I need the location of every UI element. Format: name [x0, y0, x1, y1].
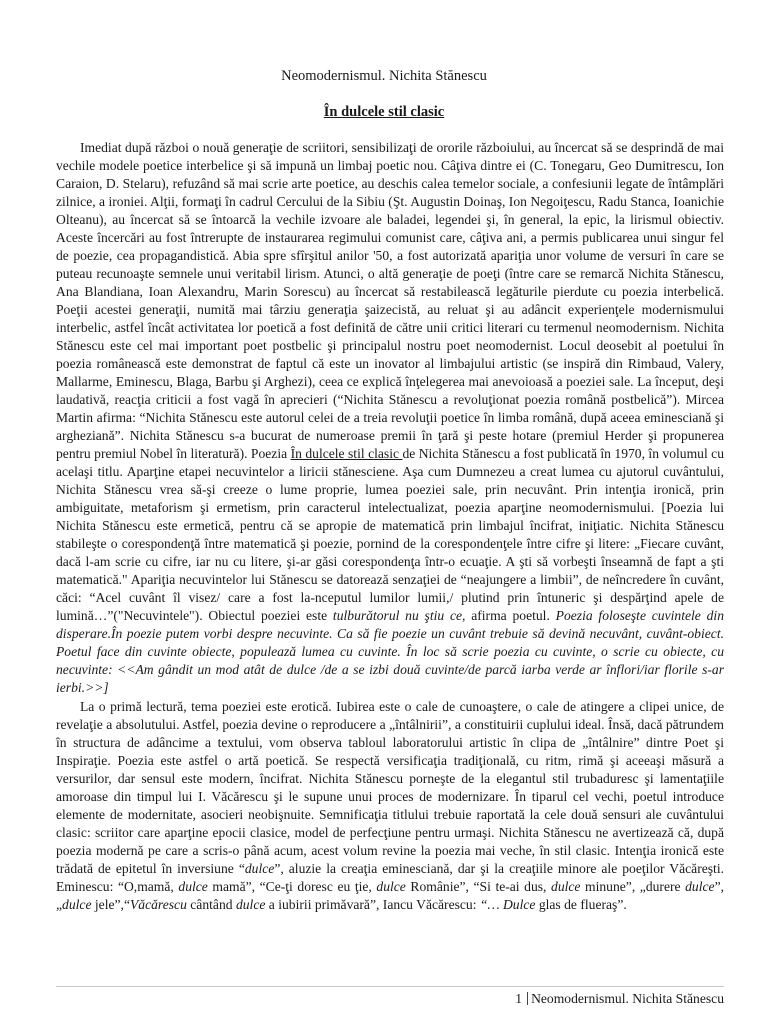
text-run: jele”,“ — [91, 897, 130, 912]
page-number: 1 — [515, 991, 523, 1006]
text-run: ”, „ — [56, 879, 725, 912]
italic-word: dulce — [551, 879, 581, 894]
italic-word: Văcărescu — [130, 897, 187, 912]
text-run: a iubirii primăvară”, Iancu Văcărescu: — [265, 897, 480, 912]
italic-quote: tulburătorul nu ştiu ce, — [332, 608, 466, 623]
document-body — [56, 139, 724, 914]
text-run: afirma poetul. — [465, 608, 556, 623]
text-run: Imediat după război o nouă generaţie de scriitori, sensibilizaţi de ororile războiului, au încercat să se desprindă de mai vechile modele poetice interbelice şi să impună un limbaj poetic nou. Câţiva dintre ei (C. Tonegaru, Geo Dumitrescu, Ion Caraion, D. Stelaru), refuzând să mai scrie arte poetice, au deschis calea temelor sociale, a confesiunii legate de întâmplări zilnice, a ironiei. Alţii, formaţi în cadrul Cercului de la Sibiu (Şt. Augustin Doinaş, Ion Negoiţescu, Radu Stanca, Ioanichie Olteanu), au încercat să se întoarcă la vechile izvoare ale baladei, legendei şi, în general, la epic, la lirismul obiectiv. Aceste încercări au fost întrerupte de instaurarea regimului comunist care, câţiva ani, a permis publicarea unui singur fel de poezie, cea propagandistică. Abia spre sfîrşitul anilor '50, a fost autorizată apariţia unor volume de versuri în care se puteau recunoaşte semnele unui veritabil lirism. Atunci, o altă generaţie de poeţi (între care se remarcă Nichita Stănescu, Ana Blandiana, Ioan Alexandru, Marin Sorescu) au încercat să restabilească legăturile pierdute cu poezia interbelică. Poeţii acestei generaţii, numită mai târziu generaţia şaizecistă, au reluat şi au adâncit experienţele modernismului interbelic, astfel încât activitatea lor poetică a fost definită de către unii critici literari cu termenul neomodernism. Nichita Stănescu este cel mai important poet postbelic şi principalul nostru poet neomodernist. Locul deosebit al poetului în poezia românească este demonstrat de faptul că este un inovator al limbajului artistic (se inspiră din Rimbaud, Valery, Mallarme, Eminescu, Blaga, Barbu şi Arghezi), ceea ce explică înţelegerea mai anevoioasă a poeziei sale. La început, deşi laudativă, reacţia criticii a fost vagă în aprecieri (“Nichita Stănescu a revoluţionat poezia română postbelică”). Mircea Martin afirma: “Nichita Stănescu este autorul celei de a treia revoluţii poetice în limba română, după aceea eminesciană şi argheziană”. Nichita Stănescu s-a bucurat de numeroase premii în ţară şi peste hotare (premiul Herder şi propunerea pentru premiul Nobel în literatură). Poezia — [56, 140, 724, 461]
poem-title-reference: În dulcele stil clasic — [290, 446, 403, 461]
italic-word: dulce — [178, 879, 208, 894]
text-run: mamă”, “Ce-ţi doresc eu ţie, — [207, 879, 377, 894]
text-run: La o primă lectură, tema poeziei este erotică. Iubirea este o cale de cunoaştere, o cale de atingere a clipei unice, de revelaţie a absolutului. Astfel, poezia devine o reproducere a „întâlnirii”, a constituirii cuplului ideal. Însă, dacă pătrundem în structura de adâncime a textului, vom observa tabloul laboratorului artistic în clipa de „întâlnire” dintre Poet şi Inspiraţie. Poezia este astfel o artă poetică. Se respectă versificaţia tradiţională, cu ritm, rimă şi aceeaşi măsură a versurilor, dar sensul este modern, încifrat. Nichita Stănescu porneşte de la elegantul stil trubaduresc şi lamentaţiile amoroase din timpul lui I. Văcărescu şi le supune unui proces de modernizare. În tiparul cel vechi, poetul introduce elemente de modernitate, asocieri neobişnuite. Semnificaţia titlului trebuie raportată la cele două sensuri ale cuvântului clasic: scriitor care aparţine epocii clasice, model de perfecţiune pentru urmaşi. Nichita Stănescu ne avertizează că, după poezia modernă pe care a scris-o până acum, acest volum revine la poezia mai veche, în stil clasic. Intenţia ironică este trădată de epitetul în inversiune “ — [56, 699, 724, 876]
running-header: Neomodernismul. Nichita Stănescu — [281, 68, 487, 84]
document-title: În dulcele stil clasic — [323, 104, 445, 120]
footer-running-title: Neomodernismul. Nichita Stănescu — [531, 991, 724, 1006]
text-run: minune”, „durere — [580, 879, 686, 894]
paragraph-1 — [56, 139, 724, 697]
italic-word: dulce — [62, 897, 92, 912]
text-run: cântând — [186, 897, 236, 912]
page-footer — [56, 991, 724, 1007]
text-run: glas de flueraş”. — [535, 897, 627, 912]
italic-word: dulce — [376, 879, 406, 894]
footer-divider — [56, 986, 724, 987]
italic-word: dulce — [685, 879, 715, 894]
paragraph-2 — [56, 698, 724, 914]
italic-word: dulce — [235, 897, 266, 912]
italic-passage: Poezia foloseşte cuvintele din disperare.În poezie putem vorbi despre necuvinte. Ca să fie poezie un cuvânt trebuie să devină necuvânt, cuvânt-obiect. Poetul face din cuvinte obiecte, populează lumea cu cuvinte. În loc să scrie poezia cu cuvinte, o scrie cu obiecte, cu necuvinte: <<Am gândit un mod atât de dulce /de a se izbi două cuvinte/de parcă iarba verde ar înflori/iar florile s-ar ierbi.>>] — [56, 608, 724, 695]
text-run: de Nichita Stănescu a fost publicată în 1970, în volumul cu acelaşi titlu. Aparţine etapei necuvintelor a liricii stănesciene. Aşa cum Dumnezeu a creat lumea cu ajutorul cuvântului, Nichita Stănescu vrea să-şi creeze o lume proprie, lumea poeziei sale, prin necuvânt. Prin intenţia ironică, prin ambiguitate, metaforism şi ermetism, prin caracterul intelectualizat, poezia aparţine neomodernismului. [Poezia lui Nichita Stănescu este ermetică, pentru că se apropie de matematică prin limbajul încifrat, iniţiatic. Nichita Stănescu stabileşte o corespondenţă între matematică şi poezie, pornind de la corespondenţele între cifre şi litere: „Fiecare cuvânt, dacă l-am scrie cu cifre, iar nu cu litere, şi-ar găsi corespondenţa într-o ecuaţie. A şti să vorbeşti înseamnă de fapt a şti matematică." Apariţia necuvintelor lui Stănescu se datorează senzaţiei de “neajungere a limbii”, de neîncredere în cuvânt, căci: “Acel cuvânt îl visez/ care a fost la-nceputul lumilor lumii,/ plutind prin întuneric şi despărţind apele de lumină…”("Necuvintele"). Obiectul poeziei este — [56, 446, 724, 623]
footer-separator — [527, 992, 528, 1005]
text-run: ”, aluzie la creaţia eminesciană, dar şi la creaţiile minore ale poeţilor Văcăreşti. Eminescu: “O,mamă, — [56, 861, 724, 894]
italic-word: dulce — [244, 861, 275, 876]
italic-quote: “… Dulce — [479, 897, 536, 912]
text-run: Românie”, “Si te-ai dus, — [405, 879, 552, 894]
